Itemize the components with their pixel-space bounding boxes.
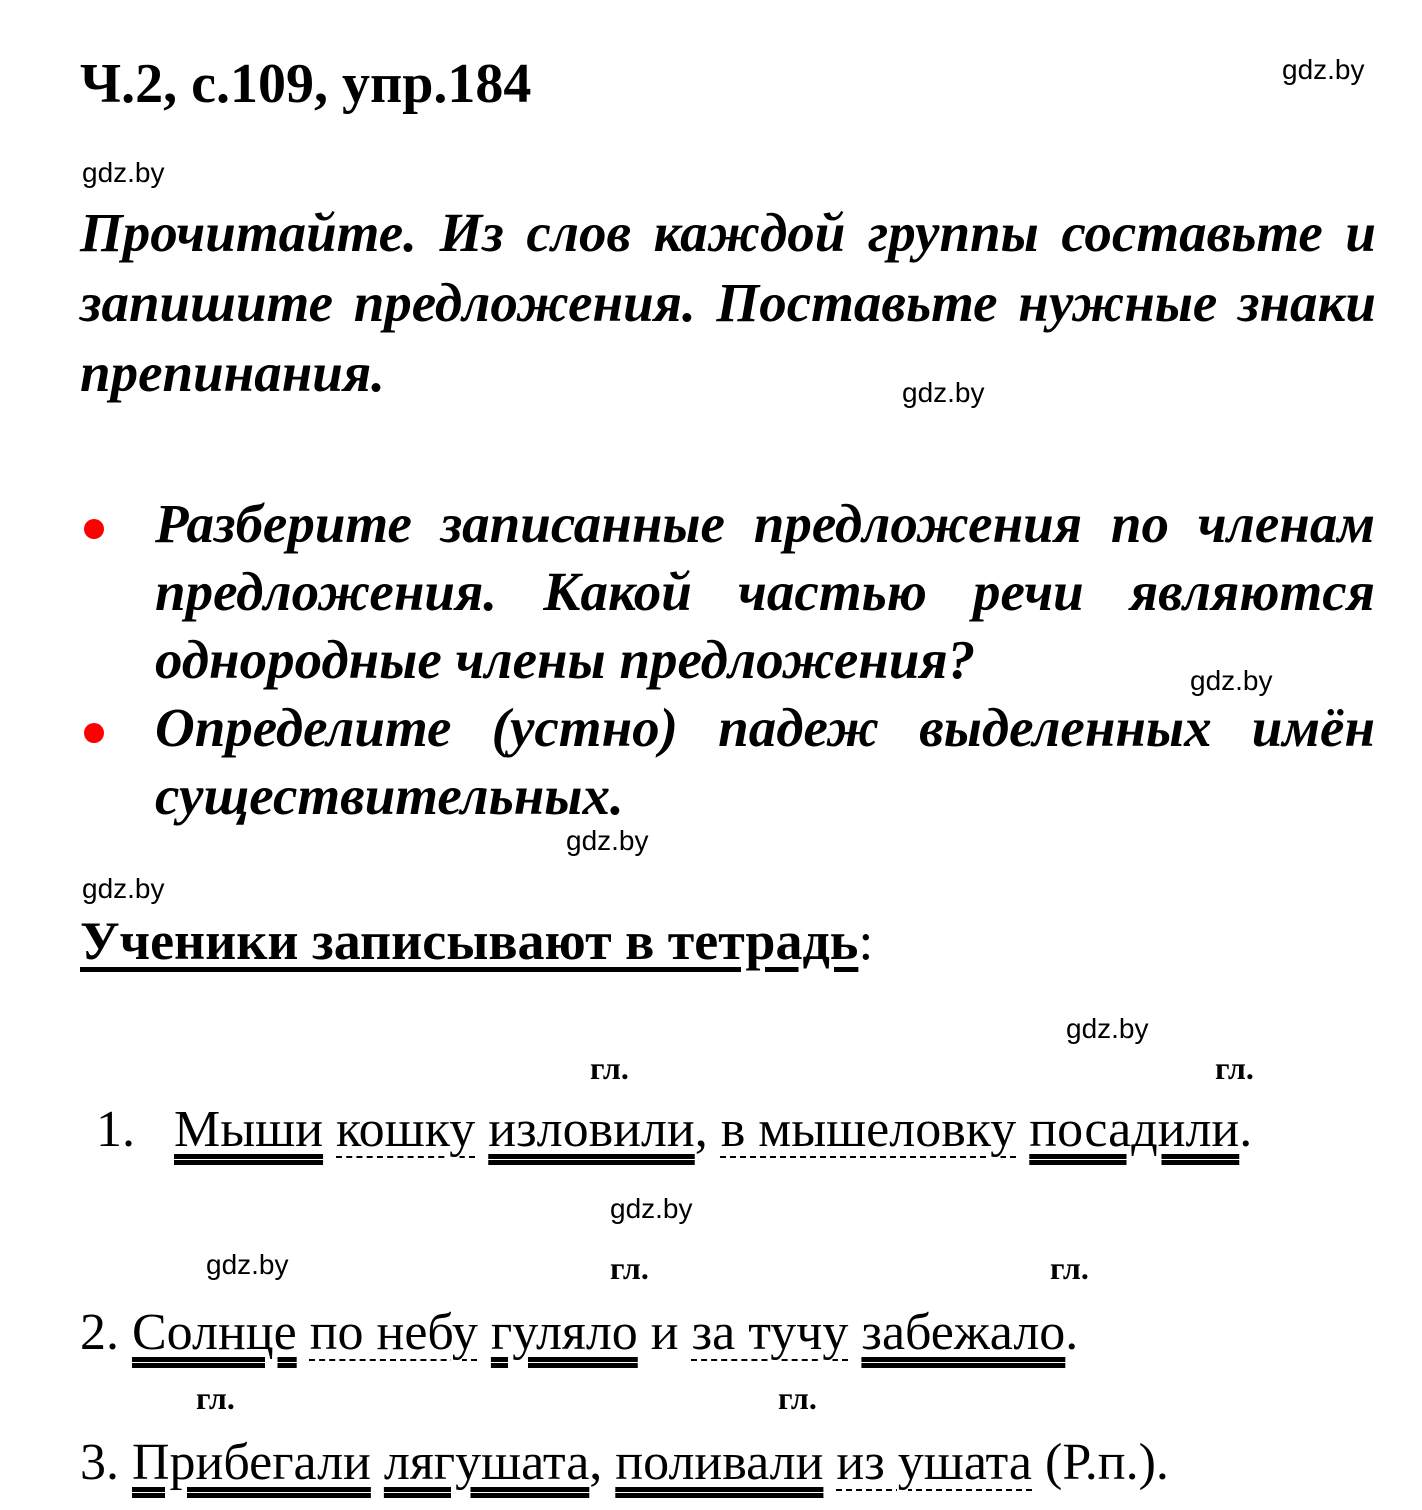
predicate-word: изловили	[488, 1101, 695, 1158]
watermark: gdz.by	[566, 825, 649, 856]
sentence-3	[80, 1433, 1169, 1492]
verb-label: гл.	[1050, 1250, 1089, 1286]
watermark: gdz.by	[610, 1193, 693, 1224]
subheading-text: Ученики записывают в тетрадь	[80, 911, 859, 971]
bullet-item: Определите (устно) падеж выделенных имён существительных.	[155, 697, 1375, 826]
punctuation: ,	[589, 1434, 616, 1491]
predicate-word: Прибегали	[132, 1434, 371, 1491]
object-word: по небу	[309, 1304, 478, 1361]
object-word: из ушата	[836, 1434, 1032, 1491]
sentence-number: 1.	[96, 1101, 135, 1158]
sentence-number: 3.	[80, 1434, 119, 1491]
subject-word: Мыши	[174, 1101, 324, 1158]
verb-label: гл.	[196, 1380, 235, 1416]
sentence-number: 2.	[80, 1304, 119, 1361]
punctuation: .	[1239, 1101, 1253, 1158]
watermark: gdz.by	[82, 873, 165, 904]
watermark: gdz.by	[206, 1249, 289, 1280]
object-word: за тучу	[691, 1304, 849, 1361]
sentence-2	[80, 1303, 1078, 1362]
verb-label: гл.	[1215, 1050, 1254, 1086]
subheading	[80, 910, 873, 972]
predicate-word: забежало	[861, 1304, 1066, 1361]
punctuation: .	[1065, 1304, 1079, 1361]
bullet-item: Разберите записанные предложения по членам предложения. Какой частью речи являются однородные члены предложения?	[155, 493, 1375, 690]
object-word: кошку	[336, 1101, 476, 1158]
case-note: (Р.п.).	[1032, 1434, 1169, 1491]
verb-label: гл.	[590, 1050, 629, 1086]
task-instruction: Прочитайте. Из слов каждой группы составьте и запишите предложения. Поставьте нужные знаки препинания.	[80, 202, 1376, 403]
watermark: gdz.by	[1282, 54, 1365, 85]
conjunction: и	[637, 1304, 692, 1361]
subject-word: лягушата	[383, 1434, 590, 1491]
bullet-dot-icon	[84, 519, 104, 539]
bullet-dot-icon	[84, 723, 104, 743]
subject-word: Солнце	[132, 1304, 297, 1361]
subheading-colon: :	[858, 911, 874, 971]
predicate-word: гуляло	[490, 1304, 638, 1361]
punctuation: ,	[694, 1101, 721, 1158]
object-word: в мышеловку	[720, 1101, 1017, 1158]
predicate-word: поливали	[615, 1434, 824, 1491]
watermark: gdz.by	[902, 377, 985, 408]
watermark: gdz.by	[1190, 665, 1273, 696]
watermark: gdz.by	[82, 157, 165, 188]
watermark: gdz.by	[1066, 1013, 1149, 1044]
verb-label: гл.	[610, 1250, 649, 1286]
predicate-word: посадили	[1029, 1101, 1240, 1158]
page-title: Ч.2, с.109, упр.184	[80, 53, 532, 115]
sentence-1	[96, 1100, 1252, 1159]
verb-label: гл.	[778, 1380, 817, 1416]
